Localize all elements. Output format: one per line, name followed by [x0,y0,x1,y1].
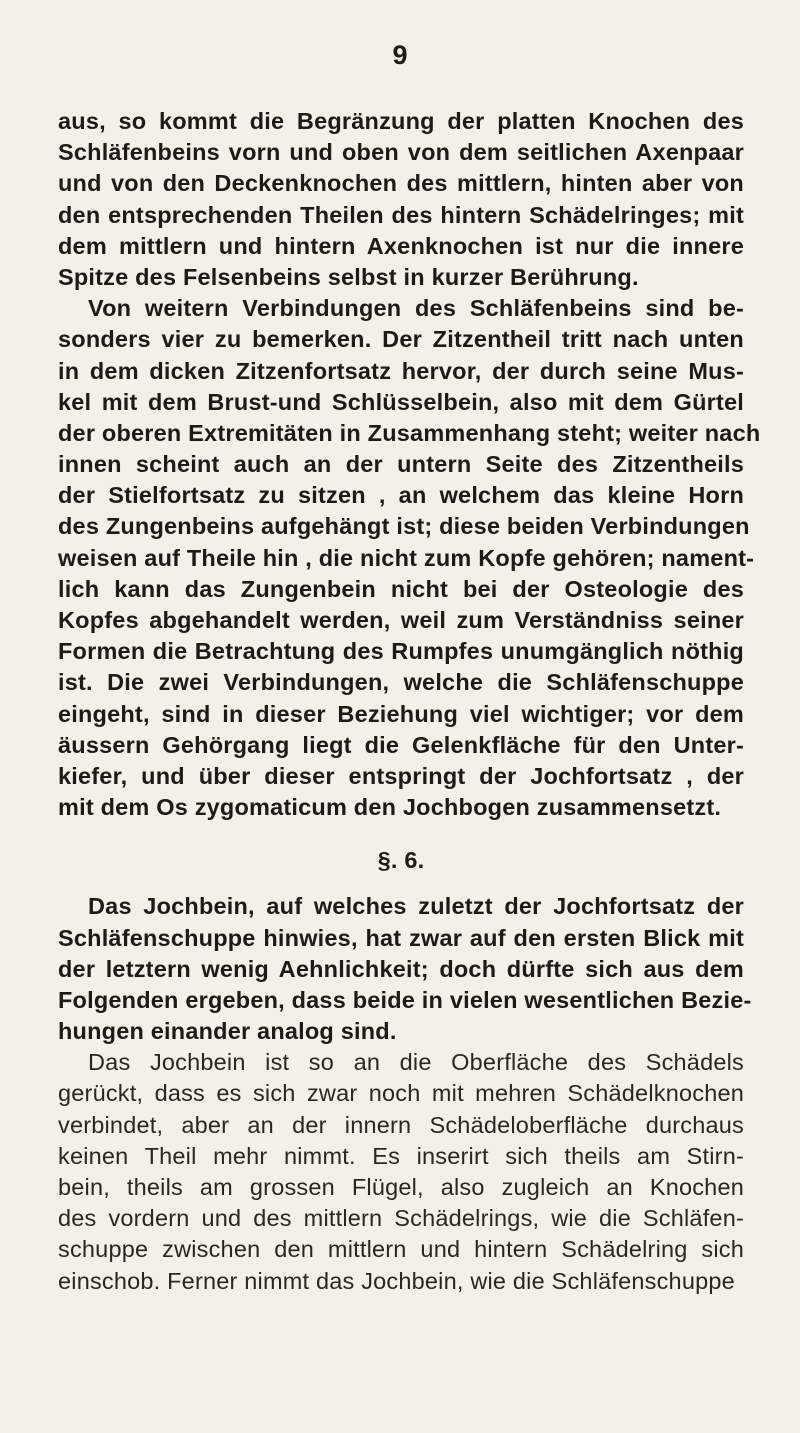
text-line: schuppe zwischen den mittlern und hintern Schädelring sich [58,1236,744,1263]
text-line: Formen die Betrachtung des Rumpfes unumgänglich nöthig [58,638,744,665]
text-line: Von weitern Verbindungen des Schläfenbeins sind be- [88,295,744,322]
text-line: Schläfenbeins vorn und oben von dem seitlichen Axenpaar [58,139,744,166]
text-line: sonders vier zu bemerken. Der Zitzentheil tritt nach unten [58,326,744,353]
text-line: aus, so kommt die Begränzung der platten Knochen des [58,108,744,134]
text-line: einschob. Ferner nimmt das Jochbein, wie die Schläfenschuppe [58,1267,735,1294]
text-line: der letztern wenig Aehnlichkeit; doch dürfte sich aus dem [58,955,744,982]
text-line: und von den Deckenknochen des mittlern, hinten aber von [58,170,744,197]
text-line: der oberen Extremitäten in Zusammenhang steht; weiter nach [58,419,761,446]
text-line: Folgenden ergeben, dass beide in vielen wesentlichen Bezie- [58,986,752,1013]
text-line: der Stielfortsatz zu sitzen , an welchem das kleine Horn [58,482,744,509]
page-number: 9 [392,40,408,70]
text-line: weisen auf Theile hin , die nicht zum Kopfe gehören; nament- [58,544,755,571]
body-text [58,106,761,1297]
section-heading: §. 6. [377,847,425,874]
paragraph-4 [58,1047,744,1297]
text-line: Das Jochbein ist so an die Oberfläche des Schädels [88,1049,744,1076]
text-line: bein, theils am grossen Flügel, also zugleich an Knochen [58,1174,744,1200]
text-line: Spitze des Felsenbeins selbst in kurzer Berührung. [58,263,639,290]
text-line: kel mit dem Brust-und Schlüsselbein, also mit dem Gürtel [58,388,744,415]
text-line: lich kann das Zungenbein nicht bei der Osteologie des [58,575,744,602]
text-line: mit dem Os zygomaticum den Jochbogen zusammensetzt. [58,794,722,821]
text-line: gerückt, dass es sich zwar noch mit mehren Schädelknochen [58,1080,744,1107]
paragraph-1 [58,106,744,293]
text-line: eingeht, sind in dieser Beziehung viel wichtiger; vor dem [58,700,744,727]
text-line: verbindet, aber an der innern Schädeloberfläche durchaus [58,1111,744,1138]
text-line: innen scheint auch an der untern Seite des Zitzentheils [58,451,744,478]
text-line: des Zungenbeins aufgehängt ist; diese beiden Verbindungen [58,513,750,540]
paragraph-2 [58,293,761,823]
text-line: dem mittlern und hintern Axenknochen ist nur die innere [58,232,744,259]
text-line: Schläfenschuppe hinwies, hat zwar auf den ersten Blick mit [58,924,744,951]
text-line: den entsprechenden Theilen des hintern Schädelringes; mit [58,201,744,228]
text-line: in dem dicken Zitzenfortsatz hervor, der durch seine Mus- [58,357,744,384]
text-line: keinen Theil mehr nimmt. Es inserirt sich theils am Stirn- [58,1142,744,1169]
text-line: des vordern und des mittlern Schädelrings, wie die Schläfen- [58,1205,744,1232]
text-line: äussern Gehörgang liegt die Gelenkfläche für den Unter- [58,731,744,758]
text-line: Kopfes abgehandelt werden, weil zum Verständniss seiner [58,607,744,633]
text-line: Das Jochbein, auf welches zuletzt der Jochfortsatz der [88,893,744,920]
text-line: hungen einander analog sind. [58,1018,397,1045]
paragraph-3 [58,891,752,1047]
text-line: kiefer, und über dieser entspringt der Jochfortsatz , der [58,762,744,789]
text-line: ist. Die zwei Verbindungen, welche die Schläfenschuppe [58,669,744,696]
